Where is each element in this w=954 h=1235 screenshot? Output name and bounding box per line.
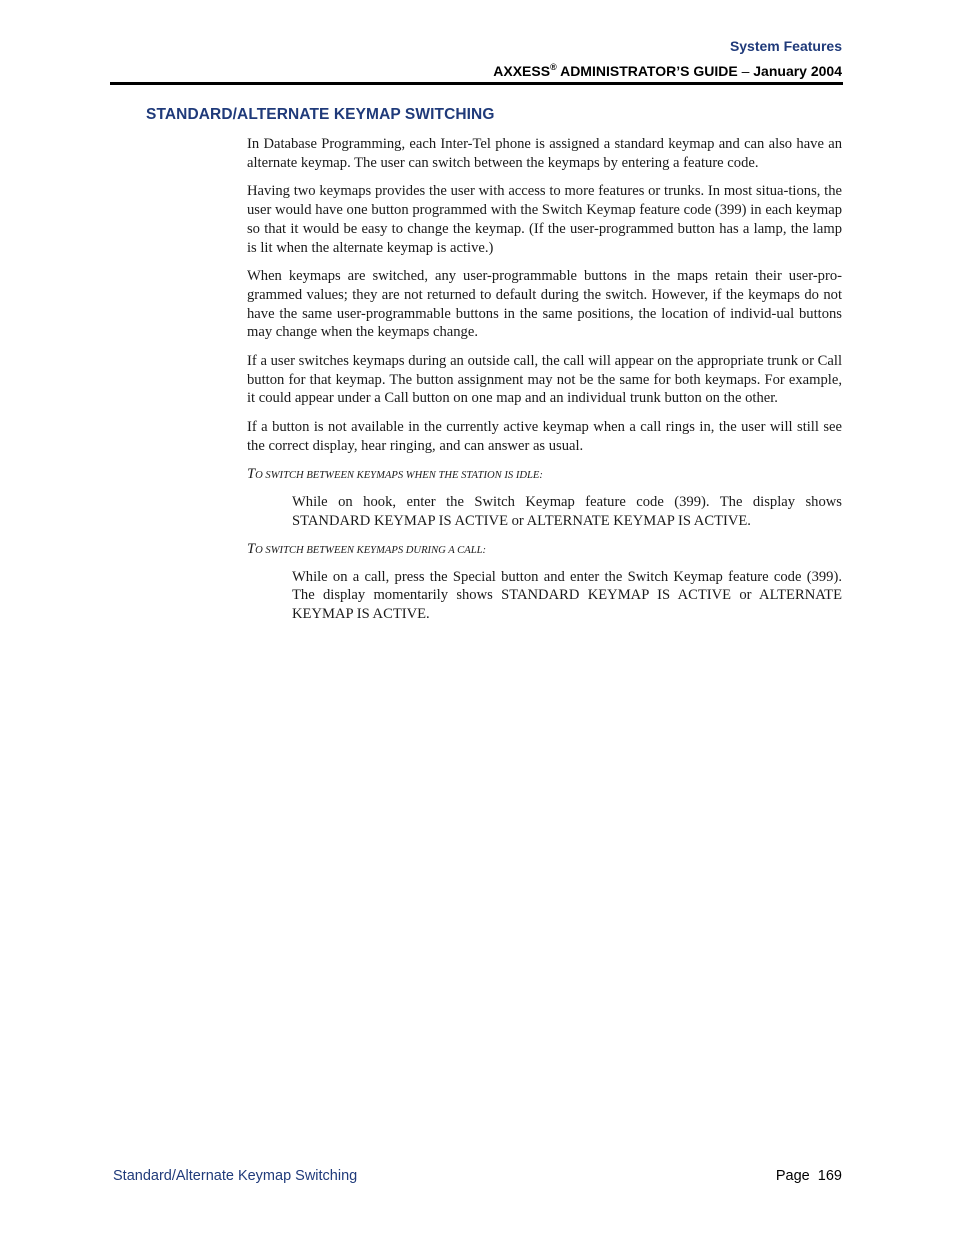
procedure-title-rest: O SWITCH BETWEEN KEYMAPS WHEN THE STATION IS IDLE: bbox=[255, 469, 543, 481]
procedure-title-rest: O SWITCH BETWEEN KEYMAPS DURING A CALL: bbox=[255, 544, 487, 556]
page-header bbox=[110, 36, 842, 82]
header-guide-title bbox=[110, 56, 842, 82]
page-number: 169 bbox=[817, 1168, 842, 1184]
body-text bbox=[247, 135, 842, 633]
section-heading: STANDARD/ALTERNATE KEYMAP SWITCHING bbox=[146, 106, 495, 123]
procedure-title-initial: T bbox=[247, 540, 256, 557]
procedure-text-call: While on a call, press the Special button and enter the Switch Keymap feature code (399). The display momentarily shows STANDARD KEYMAP IS ACTIVE or ALTERNATE KEYMAP IS ACTIVE. bbox=[292, 568, 842, 623]
procedure-text-idle: While on hook, enter the Switch Keymap feature code (399). The display shows STANDARD KEYMAP IS ACTIVE or ALTERNATE KEYMAP IS ACTIVE. bbox=[292, 493, 842, 529]
footer-section-title: Standard/Alternate Keymap Switching bbox=[113, 1168, 358, 1184]
procedure-title-initial: T bbox=[247, 465, 256, 482]
page-label: Page bbox=[775, 1168, 810, 1184]
procedure-title-idle bbox=[247, 465, 842, 485]
paragraph: If a button is not available in the currently active keymap when a call rings in, the user will still see the correct display, hear ringing, and can answer as usual. bbox=[247, 418, 842, 454]
paragraph: When keymaps are switched, any user-programmable buttons in the maps retain their user-pro-grammed values; they are not returned to default during the switch. However, if the keymaps do not have the same user-programmable buttons in the same positions, the location of individ-ual buttons may change when the keymaps change. bbox=[247, 267, 842, 341]
header-section-label: System Features bbox=[729, 38, 842, 54]
procedure-title-call bbox=[247, 540, 842, 560]
footer-page-number bbox=[776, 1166, 842, 1186]
paragraph: Having two keymaps provides the user with access to more features or trunks. In most situa-tions, the user would have one button programmed with the Switch Keymap feature code (399) in each keymap so that it would be easy to change the keymap. (If the user-programmed button has a lamp, the lamp is lit when the alternate keymap is active.) bbox=[247, 183, 842, 256]
paragraph: If a user switches keymaps during an outside call, the call will appear on the appropriate trunk or Call button for that keymap. The button assignment may not be the same for both keymaps. For example, it could appear under a Call button on one map and an individual trunk button on the other. bbox=[247, 352, 842, 407]
registered-mark: ® bbox=[550, 62, 557, 72]
paragraph: In Database Programming, each Inter-Tel phone is assigned a standard keymap and can also have an alternate keymap. The user can switch between the keymaps by entering a feature code. bbox=[247, 136, 842, 171]
guide-name: ADMINISTRATOR’S GUIDE bbox=[560, 63, 738, 79]
header-dash: – bbox=[741, 63, 750, 79]
brand-name: AXXESS bbox=[493, 63, 551, 79]
header-rule bbox=[110, 82, 843, 85]
guide-date: January 2004 bbox=[753, 63, 842, 79]
